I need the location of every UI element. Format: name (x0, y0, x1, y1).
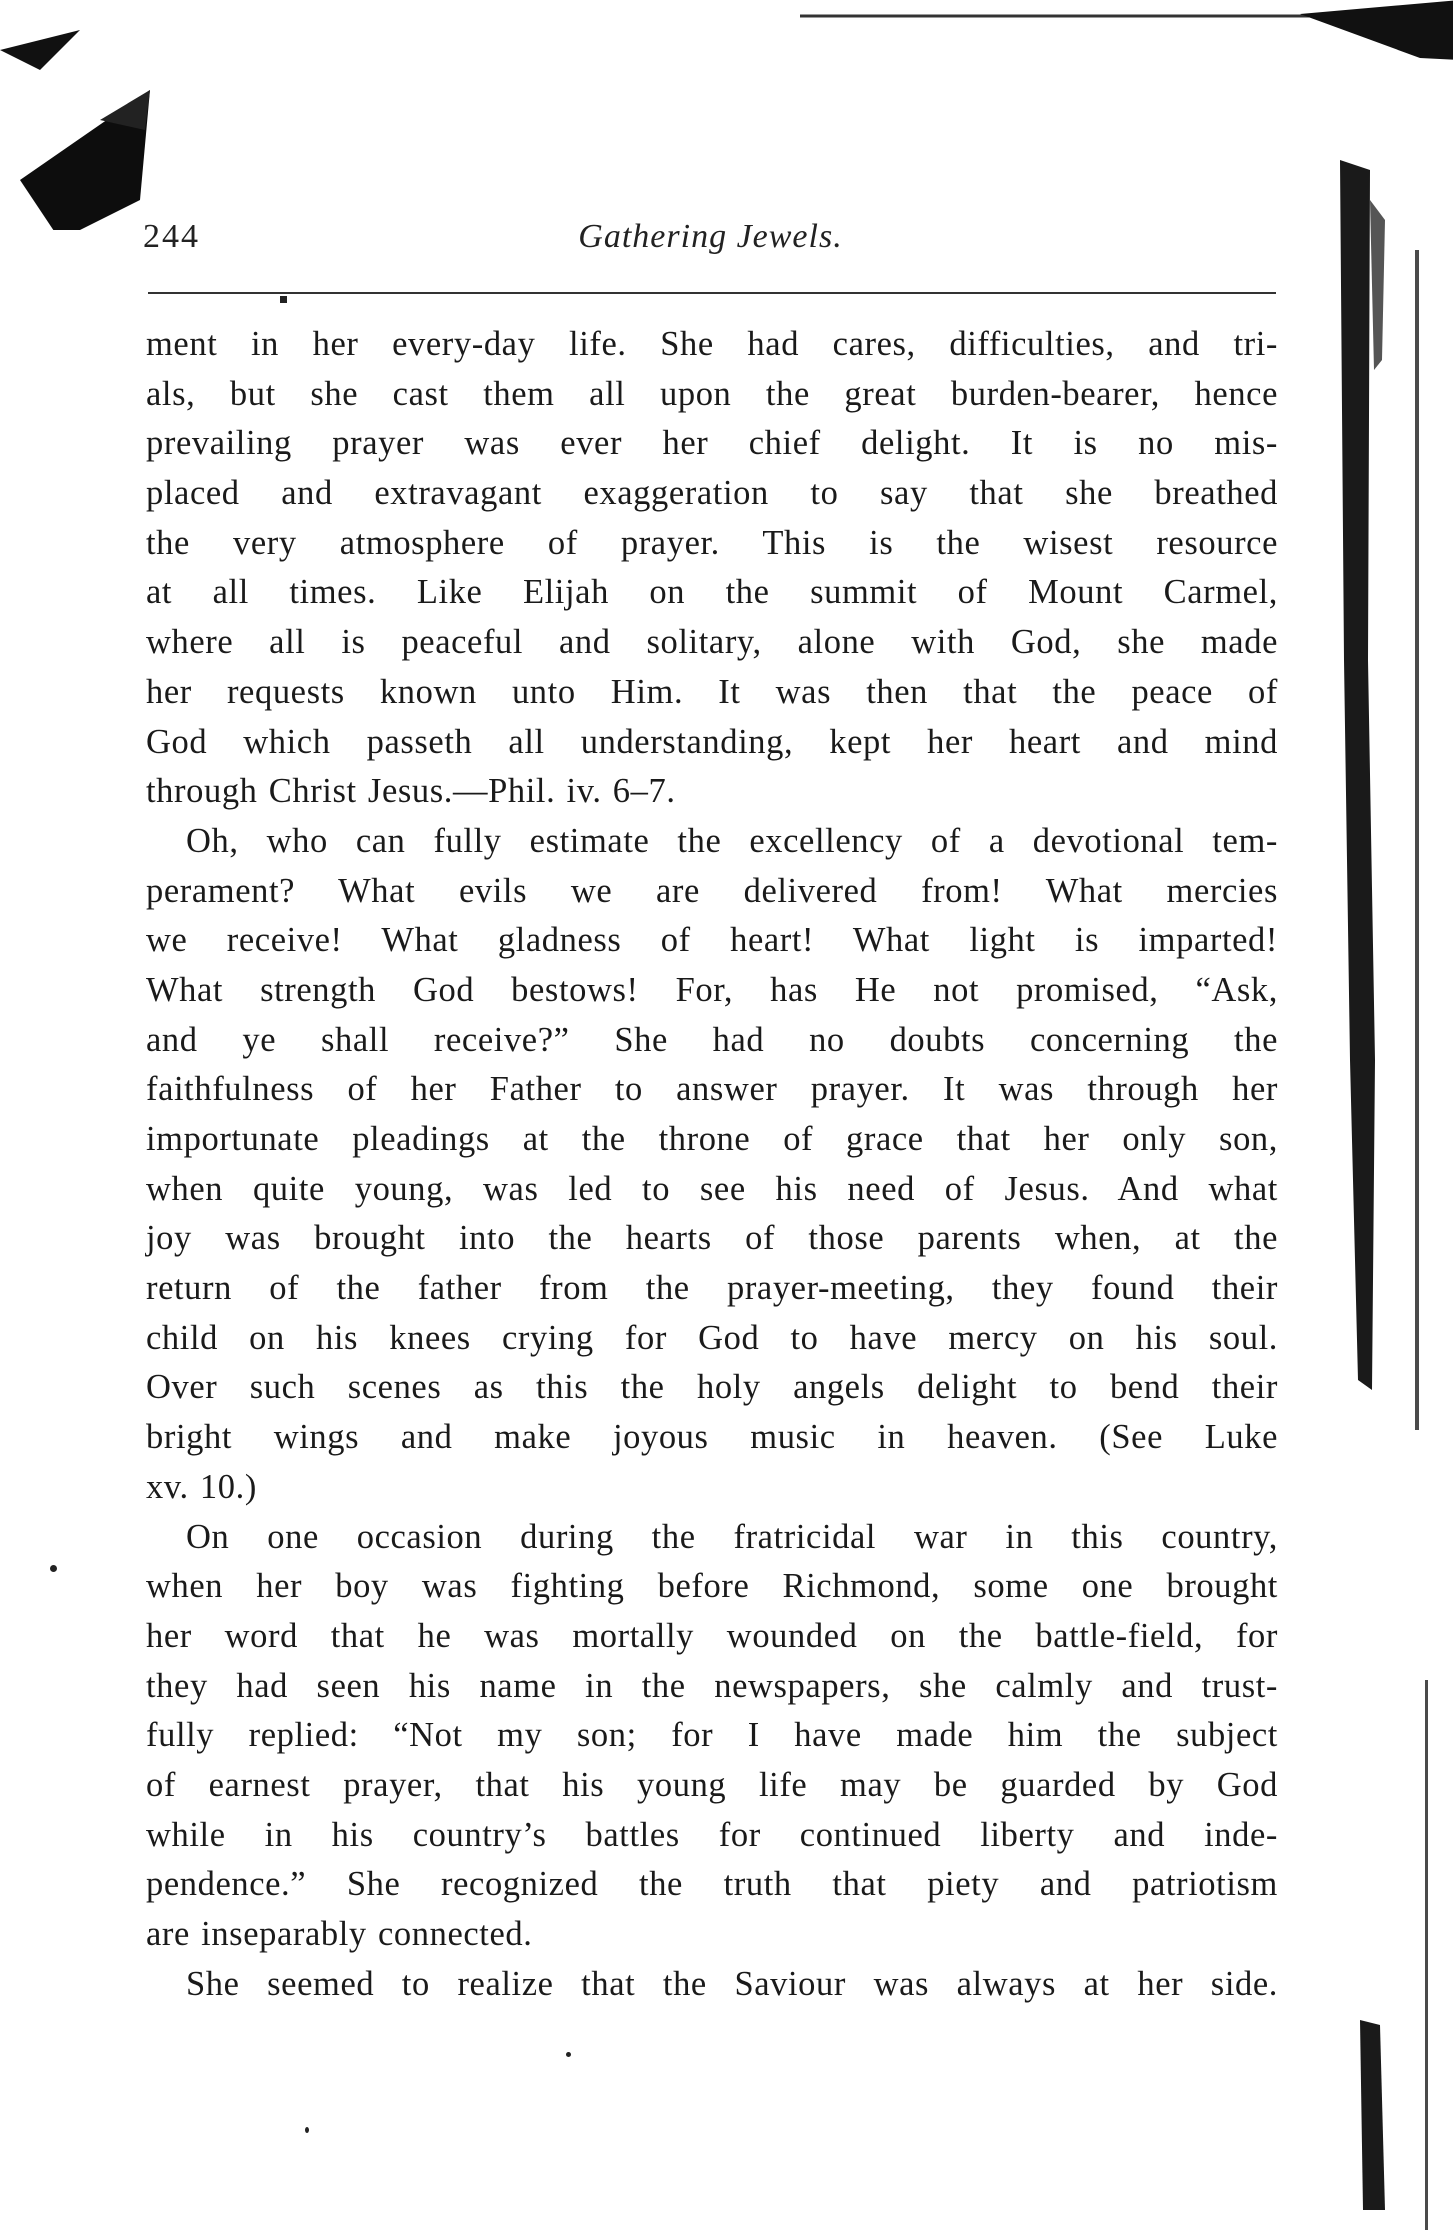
scan-speck (50, 1565, 57, 1572)
text-line: the very atmosphere of prayer. This is the wisest resource (146, 523, 1278, 562)
text-line: when quite young, was led to see his need of Jesus. And what (146, 1169, 1278, 1208)
text-line: joy was brought into the hearts of those parents when, at the (146, 1219, 1278, 1258)
text-line: child on his knees crying for God to have mercy on his soul. (146, 1318, 1278, 1357)
page-header (143, 218, 1278, 278)
text-line: and ye shall receive?” She had no doubts concerning the (146, 1020, 1278, 1059)
scan-binding-edge (1330, 160, 1390, 1390)
text-line: we receive! What gladness of heart! What light is imparted! (146, 921, 1278, 960)
page-number: 244 (143, 218, 200, 255)
text-line: perament? What evils we are delivered from! What mercies (146, 871, 1278, 910)
text-line: bright wings and make joyous music in heaven. (See Luke (146, 1418, 1278, 1457)
text-line: they had seen his name in the newspapers, she calmly and trust- (146, 1666, 1278, 1705)
text-line: On one occasion during the fratricidal war in this country, (186, 1517, 1278, 1556)
text-line: pendence.” She recognized the truth that piety and patriotism (146, 1865, 1278, 1904)
header-rule (148, 292, 1276, 294)
text-line: at all times. Like Elijah on the summit of Mount Carmel, (146, 573, 1278, 612)
text-line: Oh, who can fully estimate the excellency of a devotional tem- (186, 821, 1278, 860)
text-line: faithfulness of her Father to answer prayer. It was through her (146, 1070, 1278, 1109)
text-line: while in his country’s battles for continued liberty and inde- (146, 1815, 1278, 1854)
text-line: xv. 10.) (146, 1467, 257, 1506)
text-line: prevailing prayer was ever her chief delight. It is no mis- (146, 424, 1278, 463)
text-line: She seemed to realize that the Saviour was always at her side. (186, 1964, 1278, 2003)
text-line: where all is peaceful and solitary, alone with God, she made (146, 623, 1278, 662)
text-line: placed and extravagant exaggeration to say that she breathed (146, 474, 1278, 513)
running-title: Gathering Jewels. (578, 218, 843, 255)
scan-top-edge (800, 0, 1453, 70)
text-line: of earnest prayer, that his young life may be guarded by God (146, 1765, 1278, 1804)
text-line: her requests known unto Him. It was then that the peace of (146, 672, 1278, 711)
scan-margin-line (1415, 250, 1419, 1430)
scan-speck (566, 2052, 571, 2057)
scan-speck (305, 2127, 309, 2133)
scan-binding-edge-lower (1355, 2020, 1395, 2210)
rule-mark (280, 296, 287, 303)
text-line: when her boy was fighting before Richmond, some one brought (146, 1567, 1278, 1606)
text-line: God which passeth all understanding, kept her heart and mind (146, 722, 1278, 761)
text-line: Over such scenes as this the holy angels delight to bend their (146, 1368, 1278, 1407)
text-line: What strength God bestows! For, has He not promised, “Ask, (146, 970, 1278, 1009)
text-line: fully replied: “Not my son; for I have made him the subject (146, 1716, 1278, 1755)
text-line: through Christ Jesus.—Phil. iv. 6–7. (146, 772, 676, 811)
scan-margin-line-lower (1425, 1680, 1428, 2230)
text-line: importunate pleadings at the throne of grace that her only son, (146, 1120, 1278, 1158)
scan-shadow-corner (0, 30, 170, 230)
body-text (146, 320, 1278, 2009)
text-line: are inseparably connected. (146, 1915, 533, 1953)
text-line: ment in her every-day life. She had cares, difficulties, and tri- (146, 325, 1278, 363)
text-line: her word that he was mortally wounded on the battle-field, for (146, 1616, 1278, 1655)
text-line: als, but she cast them all upon the great burden-bearer, hence (146, 374, 1278, 413)
text-line: return of the father from the prayer-meeting, they found their (146, 1269, 1278, 1308)
